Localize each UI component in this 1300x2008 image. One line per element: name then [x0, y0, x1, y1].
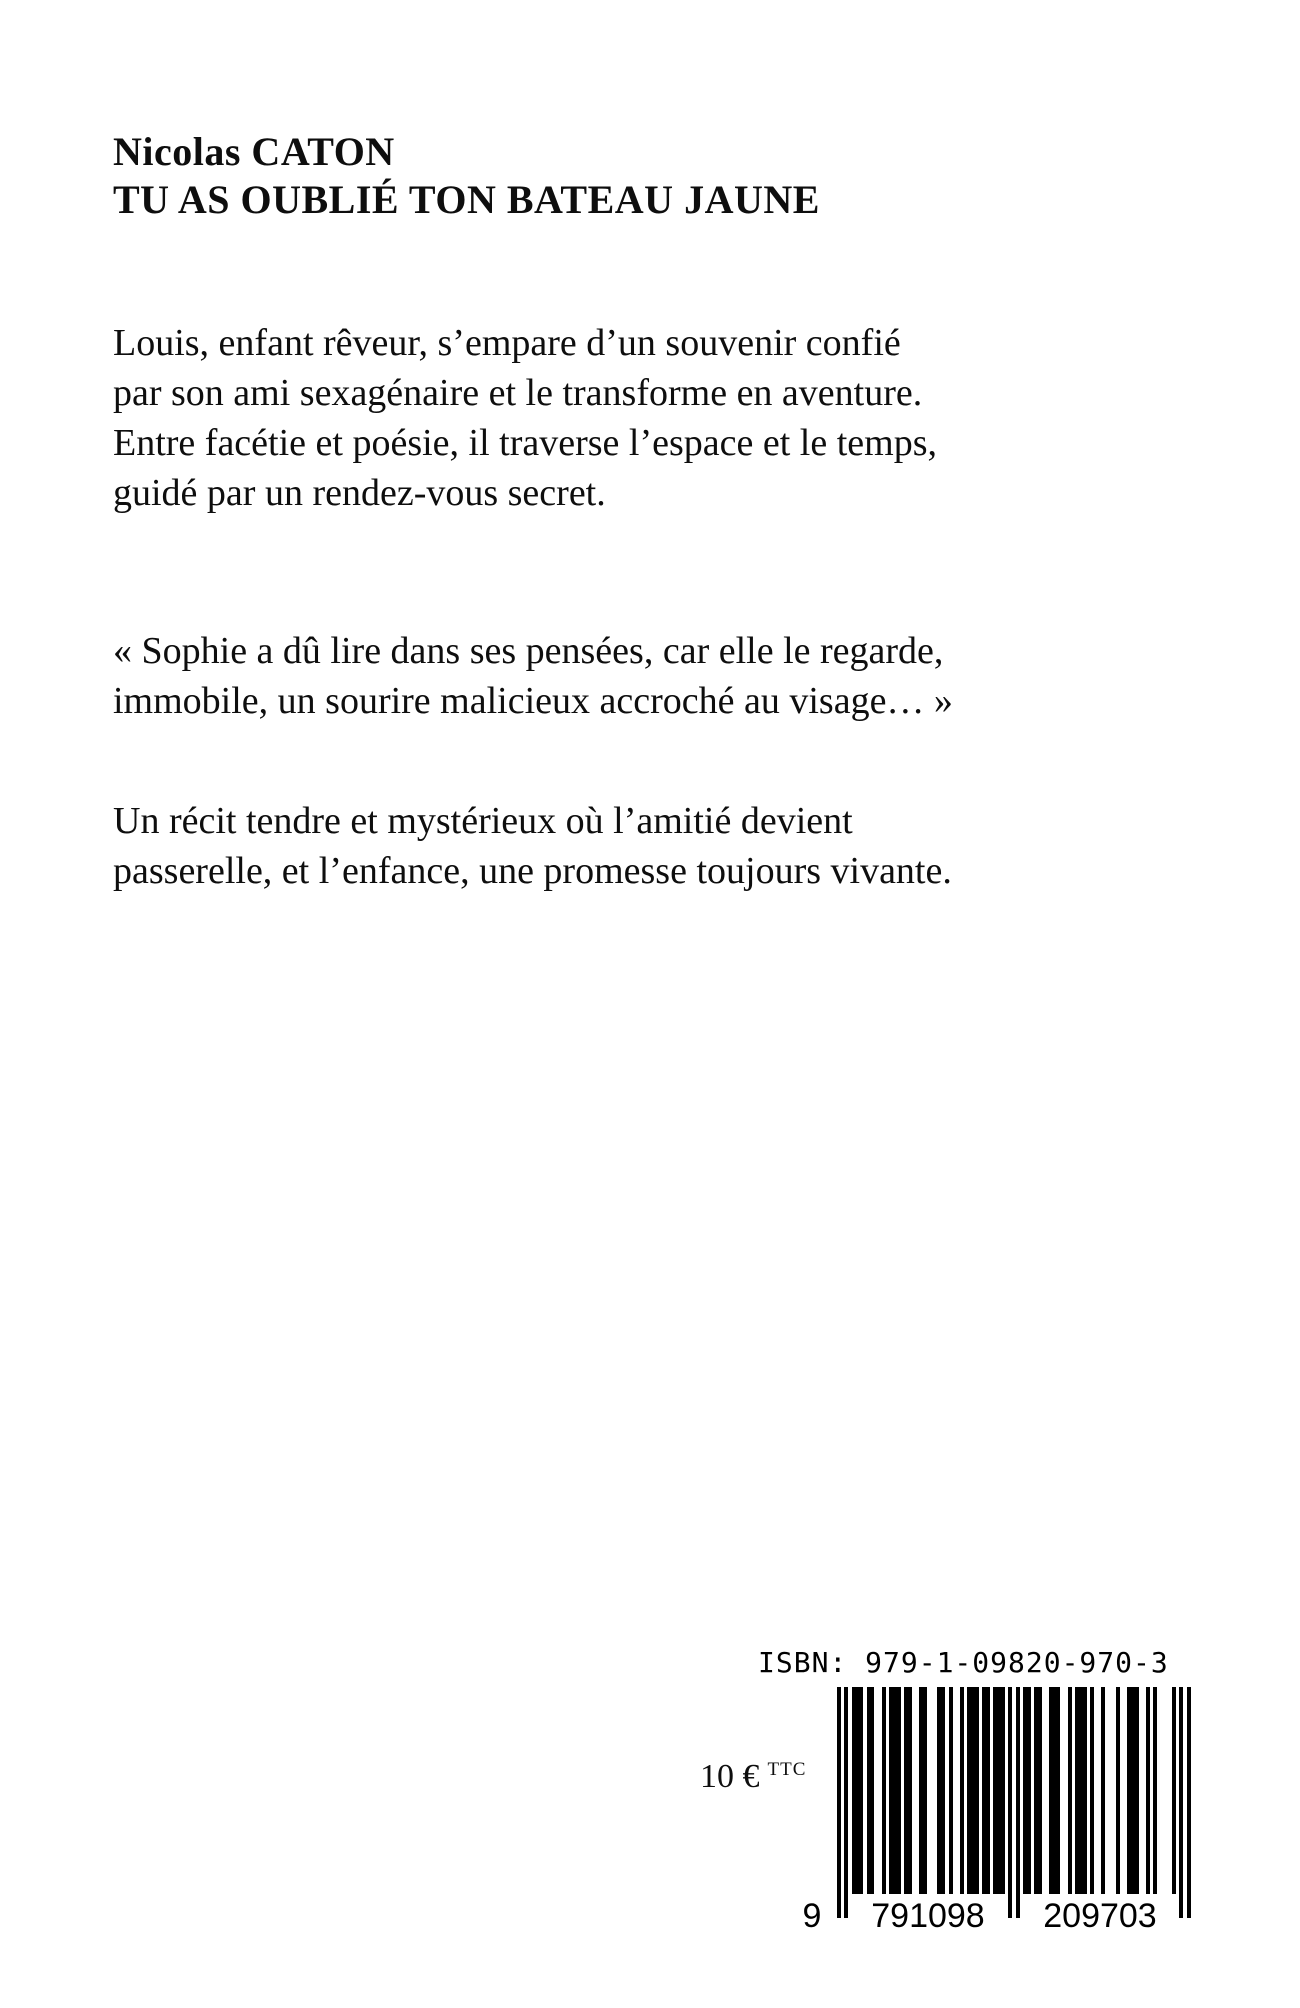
barcode-bar — [1023, 1687, 1031, 1894]
barcode-bar — [937, 1687, 945, 1894]
barcode-bar — [1034, 1687, 1042, 1894]
barcode-digits-left: 791098 — [871, 1897, 985, 1935]
barcode-bar — [919, 1687, 927, 1894]
author-name: Nicolas CATON — [113, 129, 395, 174]
price — [700, 1758, 806, 1796]
quote-line: « Sophie a dû lire dans ses pensées, car elle le regarde, — [113, 630, 944, 672]
synopsis-paragraph — [113, 318, 1210, 518]
closing-line: passerelle, et l’enfance, une promesse toujours vivante. — [113, 850, 952, 892]
barcode-bar — [889, 1687, 900, 1894]
isbn-label: ISBN: 979-1-09820-970-3 — [758, 1646, 1169, 1679]
barcode-bar — [1049, 1687, 1060, 1894]
quote-paragraph — [113, 626, 1210, 726]
barcode-bar — [1116, 1687, 1120, 1894]
barcode-bar — [904, 1687, 912, 1894]
book-title: TU AS OUBLIÉ TON BATEAU JAUNE — [113, 177, 820, 222]
barcode-bar — [837, 1687, 841, 1918]
barcode-bar — [1016, 1687, 1020, 1918]
quote-line: immobile, un sourire malicieux accroché au visage… » — [113, 680, 953, 722]
barcode-bar — [982, 1687, 990, 1894]
barcode-bar — [1075, 1687, 1086, 1894]
barcode-bar — [1008, 1687, 1012, 1918]
barcode-bar — [867, 1687, 875, 1894]
synopsis-line: Louis, enfant rêveur, s’empare d’un souvenir confié — [113, 322, 901, 364]
barcode-bar — [1179, 1687, 1183, 1918]
barcode-bar — [960, 1687, 964, 1894]
ean13-barcode — [837, 1687, 1191, 1920]
barcode-bar — [1127, 1687, 1138, 1894]
price-tax-suffix: TTC — [767, 1758, 807, 1780]
barcode-bar — [1172, 1687, 1176, 1894]
barcode-bar — [949, 1687, 953, 1894]
closing-paragraph — [113, 796, 1210, 896]
barcode-bar — [1146, 1687, 1150, 1894]
barcode-bar — [1153, 1687, 1157, 1894]
barcode-bar — [1101, 1687, 1105, 1894]
closing-line: Un récit tendre et mystérieux où l’amitié devient — [113, 800, 853, 842]
barcode-bar — [967, 1687, 978, 1894]
barcode-digit-first: 9 — [802, 1897, 822, 1935]
barcode-bar — [882, 1687, 886, 1894]
barcode-bar — [844, 1687, 848, 1918]
cover-text-block — [0, 0, 1300, 896]
synopsis-line: par son ami sexagénaire et le transforme en aventure. — [113, 372, 923, 414]
barcode-bar — [993, 1687, 1004, 1894]
price-amount: 10 € — [700, 1758, 760, 1795]
barcode-digits-right: 209703 — [1043, 1897, 1157, 1935]
synopsis-line: Entre facétie et poésie, il traverse l’espace et le temps, — [113, 422, 937, 464]
barcode-bar — [1090, 1687, 1094, 1894]
barcode-bar — [1068, 1687, 1072, 1894]
synopsis-line: guidé par un rendez-vous secret. — [113, 472, 606, 514]
barcode-bar — [1187, 1687, 1191, 1918]
barcode-bar — [852, 1687, 863, 1894]
